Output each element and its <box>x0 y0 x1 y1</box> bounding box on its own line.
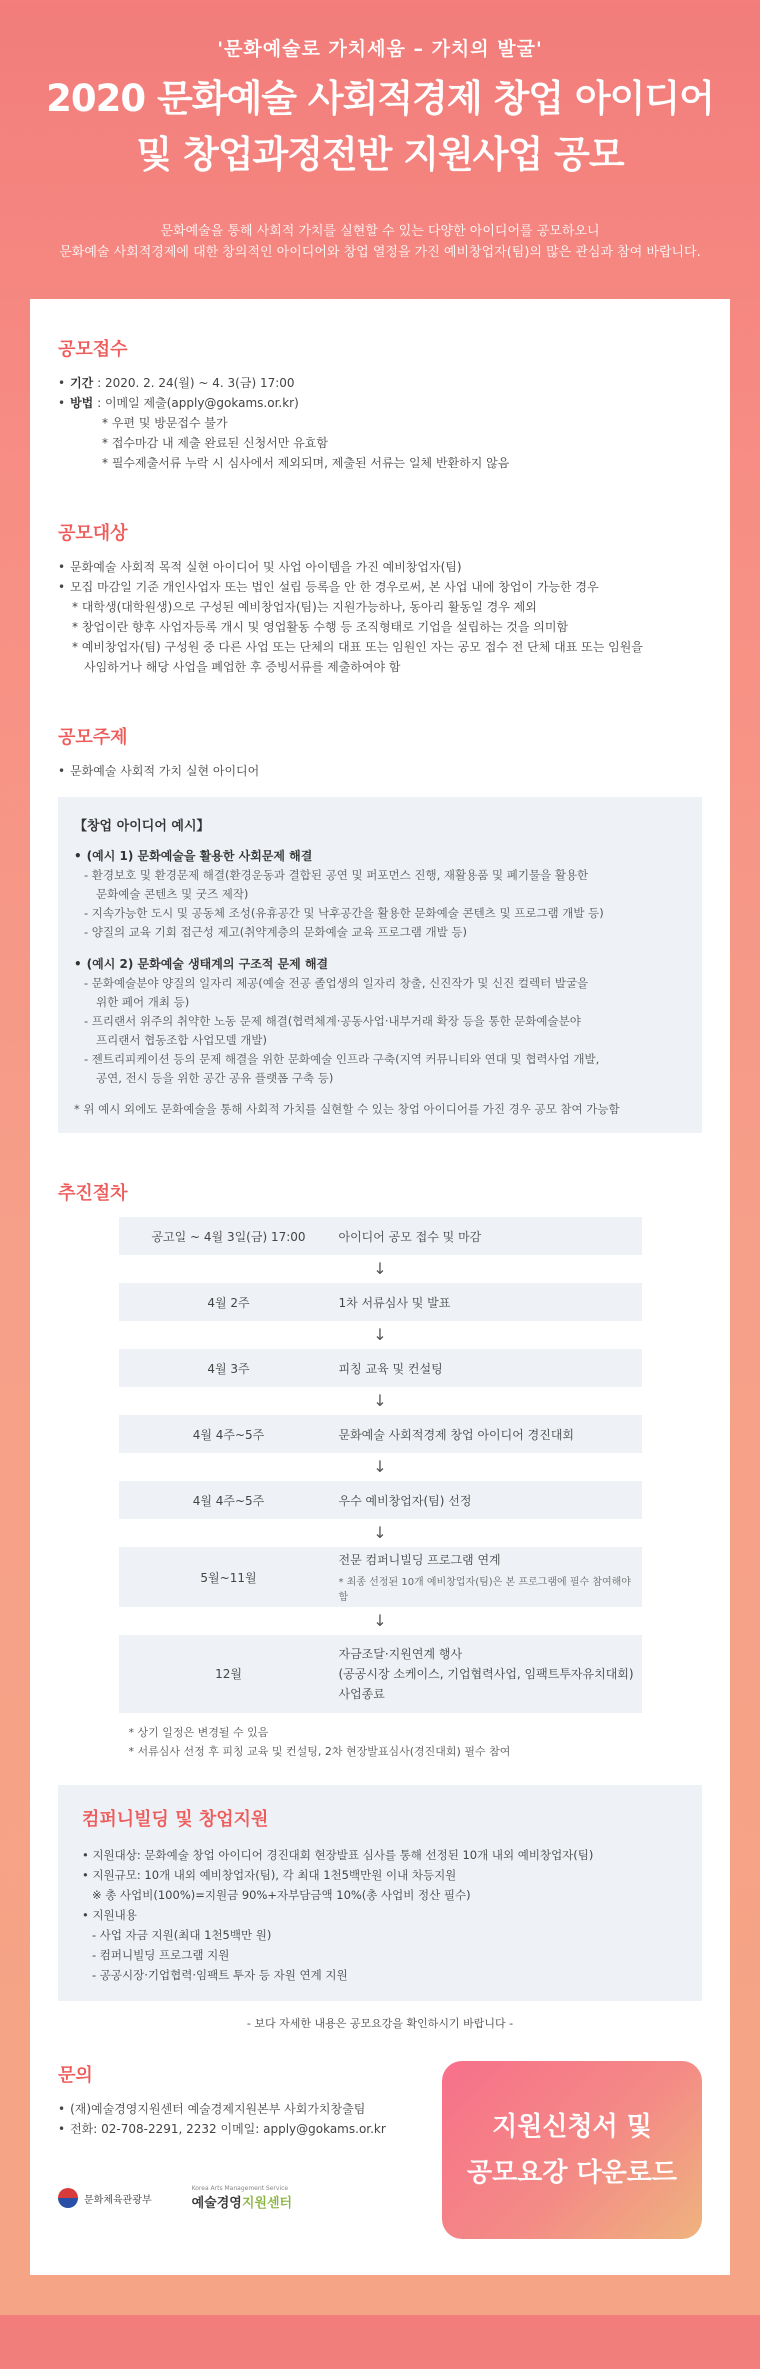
step-task: (공공시장 소케이스, 기업협력사업, 임팩트투자유치대회) <box>338 1667 634 1681</box>
example-line: - 환경보호 및 환경문제 해결(환경운동과 결합된 공연 및 퍼포먼스 진행, 재활용품 및 폐기물을 활용한 <box>84 868 589 882</box>
step-task: 자금조달·지원연계 행사 <box>338 1647 463 1661</box>
step-task: 아이디어 공모 접수 및 마감 <box>338 1229 482 1244</box>
example-head: 【창업 아이디어 예시】 <box>74 819 210 834</box>
example-line: 프리랜서 협동조합 사업모델 개발) <box>96 1033 267 1047</box>
title-line-2: 및 창업과정전반 지원사업 공모 <box>136 133 624 176</box>
example-1-title: • (예시 1) 문화예술을 활용한 사회문제 해결 <box>74 846 686 866</box>
contact-line: • 전화: 02-708-2291, 2232 이메일: apply@gokams.or.kr <box>58 2119 702 2139</box>
step-task: 우수 예비창업자(팀) 선정 <box>338 1493 472 1508</box>
header-subtitle: '문화예술로 가치세움 – 가치의 발굴' <box>217 38 543 60</box>
process-step <box>119 1349 642 1387</box>
step-task: 피칭 교육 및 컨설팅 <box>338 1361 443 1376</box>
step-date: 4월 3주 <box>207 1361 250 1376</box>
ministry-name: 문화체육관광부 <box>84 2194 152 2206</box>
arrow-down-icon: ↓ <box>373 1259 387 1278</box>
step-task: 문화예술 사회적경제 창업 아이디어 경진대회 <box>338 1427 575 1442</box>
step-task: 1차 서류심사 및 발표 <box>338 1295 451 1310</box>
arrow-down-icon: ↓ <box>373 1457 387 1476</box>
example-note: * 위 예시 외에도 문화예술을 통해 사회적 가치를 실현할 수 있는 창업 아이디어를 가진 경우 공모 참여 가능함 <box>74 1102 620 1116</box>
step-date: 4월 2주 <box>207 1295 250 1310</box>
example-line: 공연, 전시 등을 위한 공간 공유 플랫폼 구축 등) <box>96 1071 334 1085</box>
step-date: 5월~11월 <box>200 1570 257 1585</box>
download-line-1: 지원신청서 및 <box>492 2112 652 2142</box>
reception-section <box>58 335 702 473</box>
process-step <box>119 1547 642 1607</box>
arrow-down-icon: ↓ <box>373 1325 387 1344</box>
theme-line: • 문화예술 사회적 가치 실현 아이디어 <box>58 761 702 781</box>
target-line: • 문화예술 사회적 목적 실현 아이디어 및 사업 아이템을 가진 예비창업자(팀) <box>58 557 702 577</box>
process-step <box>119 1415 642 1453</box>
more-info: - 보다 자세한 내용은 공모요강을 확인하시기 바랍니다 - <box>246 2017 514 2030</box>
process-notes <box>119 1723 642 1761</box>
example-line: 위한 페어 개최 등) <box>96 995 190 1009</box>
arrow-down-icon: ↓ <box>373 1391 387 1410</box>
contact-line: • (재)예술경영지원센터 예술경제지원본부 사회가치창출팀 <box>58 2099 702 2119</box>
support-box <box>58 1785 702 2001</box>
page-title <box>0 71 760 183</box>
step-date: 공고일 ~ 4월 3일(금) 17:00 <box>151 1229 306 1244</box>
step-date: 4월 4주~5주 <box>192 1493 265 1508</box>
theme-title: 공모주제 <box>58 727 128 748</box>
intro-text <box>0 221 760 263</box>
example-line: - 문화예술분야 양질의 일자리 제공(예술 전공 졸업생의 일자리 창출, 신진작가 및 신진 컬렉터 발굴을 <box>84 976 589 990</box>
process-flow <box>119 1217 642 1761</box>
reception-title: 공모접수 <box>58 339 128 360</box>
step-task-block <box>339 1551 642 1603</box>
step-date: 12월 <box>215 1667 242 1681</box>
example-2-title: • (예시 2) 문화예술 생태계의 구조적 문제 해결 <box>74 954 686 974</box>
step-task-block <box>339 1644 642 1704</box>
intro-line-2: 문화예술 사회적경제에 대한 창의적인 아이디어와 창업 열정을 가진 예비창업자(팀)의 많은 관심과 참여 바랍니다. <box>59 245 701 260</box>
support-line: - 공공시장·기업협력·임팩트 투자 등 자원 연계 지원 <box>92 1968 348 1982</box>
process-step <box>119 1217 642 1255</box>
arrow-down-icon: ↓ <box>373 1611 387 1630</box>
reception-note: * 필수제출서류 누락 시 심사에서 제외되며, 제출된 서류는 일체 반환하지 않음 <box>102 456 510 470</box>
example-line: - 양질의 교육 기회 접근성 제고(취약계층의 문화예술 교육 프로그램 개발 등) <box>84 925 467 939</box>
process-note: * 상기 일정은 변경될 수 있음 <box>128 1726 269 1739</box>
process-step <box>119 1635 642 1713</box>
ministry-logo <box>58 2188 152 2208</box>
contact-title: 문의 <box>58 2065 93 2086</box>
center-logo <box>192 2185 292 2211</box>
example-box <box>58 797 702 1133</box>
period-line <box>58 373 702 393</box>
target-note: 사임하거나 해당 사업을 폐업한 후 증빙서류를 제출하여야 함 <box>84 660 401 674</box>
example-line: - 젠트리피케이션 등의 문제 해결을 위한 문화예술 인프라 구축(지역 커뮤니티와 연대 및 협력사업 개발, <box>84 1052 600 1066</box>
example-line: 문화예술 콘텐츠 및 굿즈 제작) <box>96 887 249 901</box>
example-line: - 프리랜서 위주의 취약한 노동 문제 해결(협력체계·공동사업·내부거래 확장 등을 통한 문화예술분야 <box>84 1014 581 1028</box>
example-line: - 지속가능한 도시 및 공동체 조성(유휴공간 및 낙후공간을 활용한 문화예술 콘텐츠 및 프로그램 개발 등) <box>84 906 604 920</box>
method-label: 방법 <box>70 396 94 410</box>
process-note: * 서류심사 선정 후 피칭 교육 및 컨설팅, 2차 현장발표심사(경진대회) 필수 참여 <box>128 1745 511 1758</box>
support-line: - 컴퍼니빌딩 프로그램 지원 <box>92 1948 230 1962</box>
support-line: • 지원대상: 문화예술 창업 아이디어 경진대회 현장발표 심사를 통해 선정된 10개 내외 예비창업자(팀) <box>82 1848 594 1862</box>
support-title: 컴퍼니빌딩 및 창업지원 <box>82 1809 269 1830</box>
target-note: * 창업이란 향후 사업자등록 개시 및 영업활동 수행 등 조직형태로 기업을 설립하는 것을 의미함 <box>72 620 569 634</box>
taegeuk-icon <box>58 2188 78 2208</box>
step-task: 전문 컴퍼니빌딩 프로그램 연계 <box>338 1553 501 1567</box>
center-accent: 지원센터 <box>241 2196 293 2211</box>
method-value: : 이메일 제출(apply@gokams.or.kr) <box>93 396 299 410</box>
theme-section <box>58 723 702 1133</box>
content-card <box>30 299 730 2275</box>
process-section <box>58 1179 702 1761</box>
center-main: 예술경영 <box>191 2196 242 2211</box>
step-note: * 최종 선정된 10개 예비창업자(팀)은 본 프로그램에 필수 참여해야 함 <box>338 1577 631 1603</box>
process-title: 추진절차 <box>58 1183 128 1204</box>
support-line: - 사업 자금 지원(최대 1천5백만 원) <box>92 1928 272 1942</box>
title-line-1: 2020 문화예술 사회적경제 창업 아이디어 <box>46 77 714 120</box>
download-line-2: 공모요강 다운로드 <box>467 2158 677 2188</box>
method-line <box>58 393 702 413</box>
step-task: 사업종료 <box>338 1687 385 1701</box>
reception-note: * 접수마감 내 제출 완료된 신청서만 유효함 <box>102 436 328 450</box>
target-title: 공모대상 <box>58 523 128 544</box>
process-step <box>119 1283 642 1321</box>
center-tiny: Korea Arts Management Service <box>191 2185 289 2192</box>
step-date: 4월 4주~5주 <box>192 1427 265 1442</box>
reception-note: * 우편 및 방문접수 불가 <box>102 416 228 430</box>
target-note: * 예비창업자(팀) 구성원 중 다른 사업 또는 단체의 대표 또는 임원인 자는 공모 접수 전 단체 대표 또는 임원을 <box>72 640 643 654</box>
support-line: • 지원내용 <box>82 1908 137 1922</box>
support-line: • 지원규모: 10개 내외 예비창업자(팀), 각 최대 1천5백만원 이내 차등지원 <box>82 1868 457 1882</box>
process-step <box>119 1481 642 1519</box>
target-section <box>58 519 702 677</box>
target-note: * 대학생(대학원생)으로 구성된 예비창업자(팀)는 지원가능하나, 동아리 활동일 경우 제외 <box>72 600 537 614</box>
intro-line-1: 문화예술을 통해 사회적 가치를 실현할 수 있는 다양한 아이디어를 공모하오니 <box>160 224 600 239</box>
period-value: : 2020. 2. 24(월) ~ 4. 3(금) 17:00 <box>93 376 295 390</box>
contact-area <box>58 2061 702 2251</box>
arrow-down-icon: ↓ <box>373 1523 387 1542</box>
target-line: • 모집 마감일 기준 개인사업자 또는 법인 설립 등록을 안 한 경우로써, 본 사업 내에 창업이 가능한 경우 <box>58 577 702 597</box>
download-button[interactable] <box>442 2061 702 2239</box>
period-label: 기간 <box>70 376 94 390</box>
support-line: ※ 총 사업비(100%)=지원금 90%+자부담금액 10%(총 사업비 정산 필수) <box>92 1888 471 1902</box>
